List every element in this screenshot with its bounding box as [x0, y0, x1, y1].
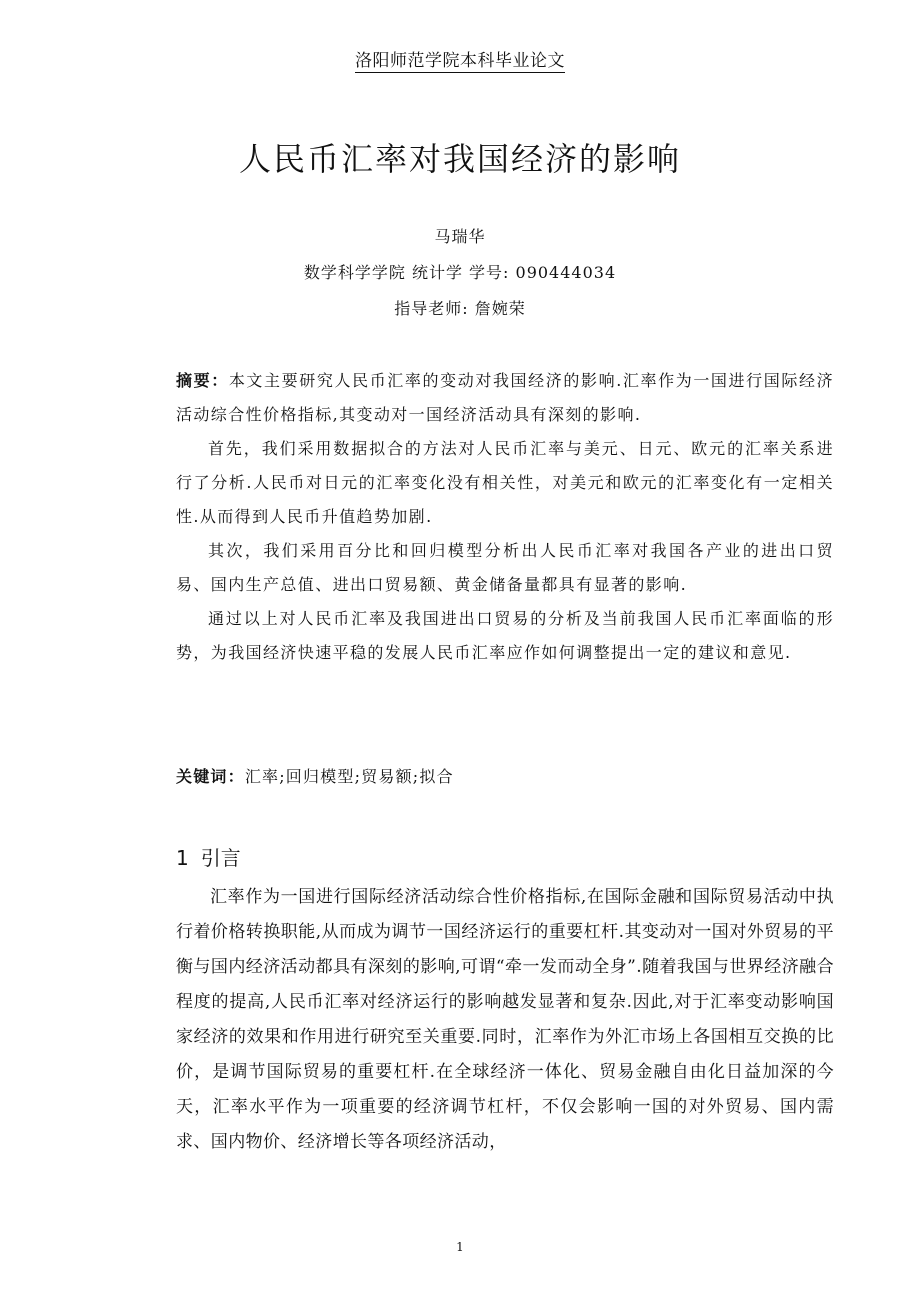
section-heading: [176, 842, 241, 871]
abstract-label: 摘要: [176, 371, 212, 390]
abstract-paragraph: 通过以上对人民币汇率及我国进出口贸易的分析及当前我国人民币汇率面临的形势，为我国经济快速平稳的发展人民币汇率应作如何调整提出一定的建议和意见.: [176, 609, 834, 662]
abstract-paragraph: 首先，我们采用数据拟合的方法对人民币汇率与美元、日元、欧元的汇率关系进行了分析.人民币对日元的汇率变化没有相关性，对美元和欧元的汇率变化有一定相关性.从而得到人民币升值趋势加剧.: [176, 439, 834, 526]
body-paragraph: 汇率作为一国进行国际经济活动综合性价格指标,在国际金融和国际贸易活动中执行着价格转换职能,从而成为调节一国经济运行的重要杠杆.其变动对一国对外贸易的平衡与国内经济活动都具有深刻的影响,可谓“牵一发而动全身”.随着我国与世界经济融合程度的提高,人民币汇率对经济运行的影响越发显著和复杂.因此,对于汇率变动影响国家经济的效果和作用进行研究至关重要.同时，汇率作为外汇市场上各国相互交换的比价，是调节国际贸易的重要杠杆.在全球经济一体化、贸易金融自由化日益加深的今天，汇率水平作为一项重要的经济调节杠杆，不仅会影响一国的对外贸易、国内需求、国内物价、经济增长等各项经济活动，: [176, 887, 834, 1152]
paper-title: 人民币汇率对我国经济的影响: [238, 140, 681, 178]
running-header: [0, 46, 920, 71]
abstract-label-separator: ：: [211, 371, 229, 390]
advisor-name: 指导老师: 詹婉荣: [394, 299, 526, 318]
section-title: 引言: [200, 846, 241, 870]
author-affiliation: 数学科学学院 统计学 学号: 090444034: [303, 263, 617, 282]
keywords-label-separator: ：: [227, 767, 245, 786]
author-name: 马瑞华: [434, 227, 486, 246]
abstract-text: 本文主要研究人民币汇率的变动对我国经济的影响.汇率作为一国进行国际经济活动综合性价格指标,其变动对一国经济活动具有深刻的影响.: [176, 371, 834, 424]
abstract-paragraph: 其次，我们采用百分比和回归模型分析出人民币汇率对我国各产业的进出口贸易、国内生产总值、进出口贸易额、黄金储备量都具有显著的影响.: [176, 541, 834, 594]
keywords: [176, 764, 834, 787]
abstract: [176, 364, 834, 670]
page-number: 1: [456, 1240, 464, 1254]
abstract-paragraph: [176, 364, 834, 432]
keywords-value: 汇率;回归模型;贸易额;拟合: [244, 767, 454, 786]
running-header-text: 洛阳师范学院本科毕业论文: [355, 51, 565, 71]
section-number: 1: [176, 846, 189, 870]
keywords-label: 关键词: [176, 767, 228, 786]
section-body: [176, 880, 834, 1160]
